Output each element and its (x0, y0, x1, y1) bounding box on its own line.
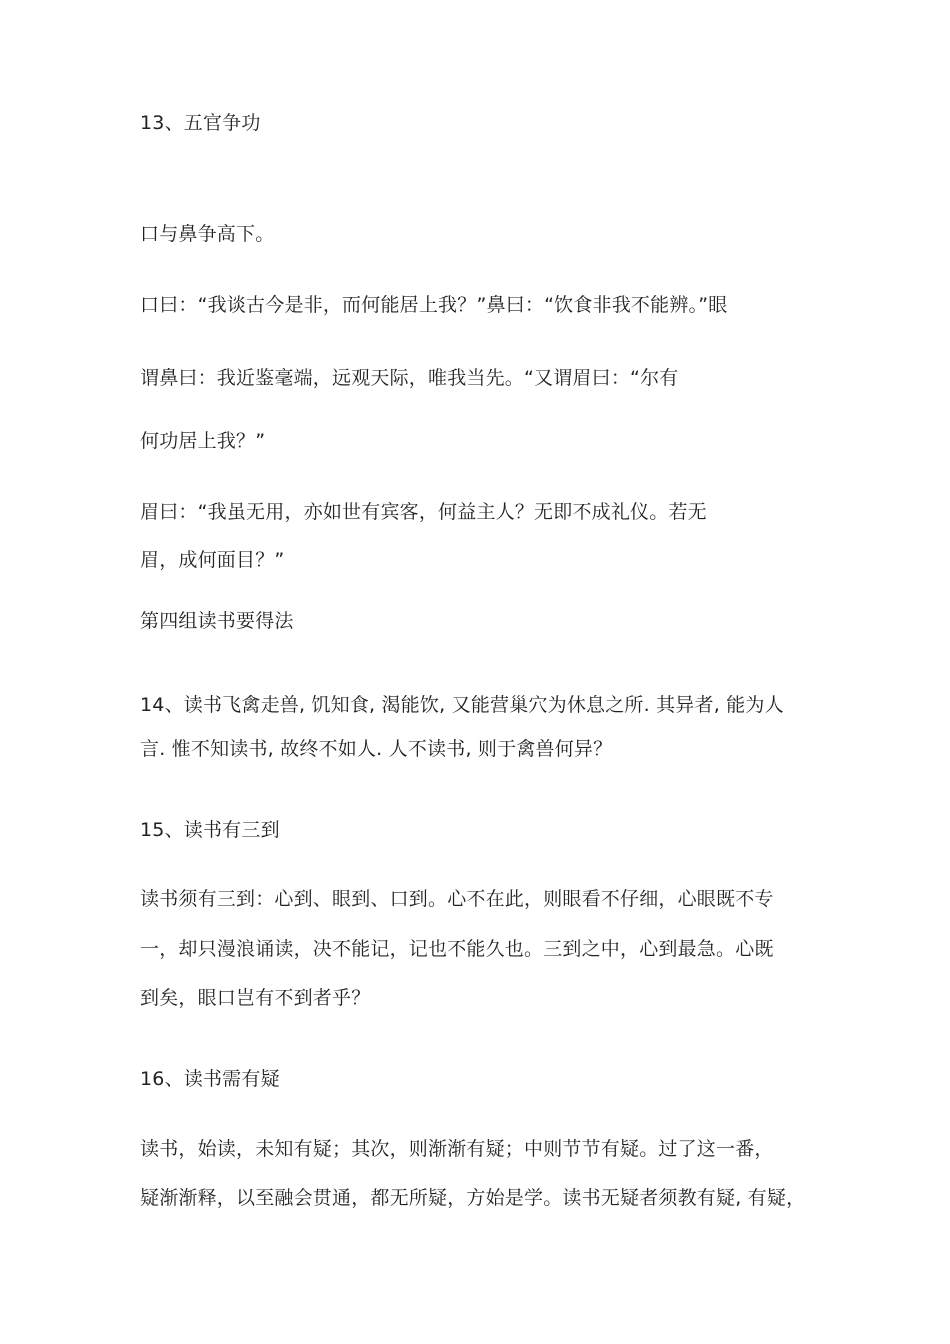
section-13-line-4: 何功居上我？” (140, 430, 266, 452)
section-16-line-1: 读书，始读，未知有疑；其次，则渐渐有疑；中则节节有疑。过了这一番， (140, 1138, 774, 1160)
section-14-line-1: 14、读书飞禽走兽, 饥知食, 渴能饮, 又能营巢穴为休息之所. 其异者, 能为人 (140, 694, 784, 716)
section-15-line-1: 读书须有三到：心到、眼到、口到。心不在此，则眼看不仔细，心眼既不专 (140, 888, 774, 910)
group-4-title: 第四组读书要得法 (140, 610, 294, 632)
section-15-title: 15、读书有三到 (140, 819, 280, 841)
section-15-line-2: 一，却只漫浪诵读，决不能记，记也不能久也。三到之中，心到最急。心既 (140, 938, 774, 960)
section-13-title: 13、五官争功 (140, 112, 261, 134)
section-16-title: 16、读书需有疑 (140, 1068, 280, 1090)
section-15-line-3: 到矣，眼口岂有不到者乎？ (140, 987, 371, 1009)
section-13-line-6: 眉，成何面目？” (140, 549, 285, 571)
section-13-line-3: 谓鼻曰：我近鉴毫端，远观天际，唯我当先。“又谓眉曰：“尔有 (140, 367, 679, 389)
section-13-line-2: 口曰：“我谈古今是非，而何能居上我？”鼻曰：“饮食非我不能辨。”眼 (140, 294, 728, 316)
section-14-line-2: 言. 惟不知读书, 故终不如人. 人不读书, 则于禽兽何异？ (140, 738, 613, 760)
section-16-line-2: 疑渐渐释，以至融会贯通，都无所疑，方始是学。读书无疑者须教有疑, 有疑， (140, 1187, 806, 1209)
section-13-line-5: 眉曰：“我虽无用，亦如世有宾客，何益主人？无即不成礼仪。若无 (140, 501, 707, 523)
section-13-line-1: 口与鼻争高下。 (140, 223, 275, 245)
